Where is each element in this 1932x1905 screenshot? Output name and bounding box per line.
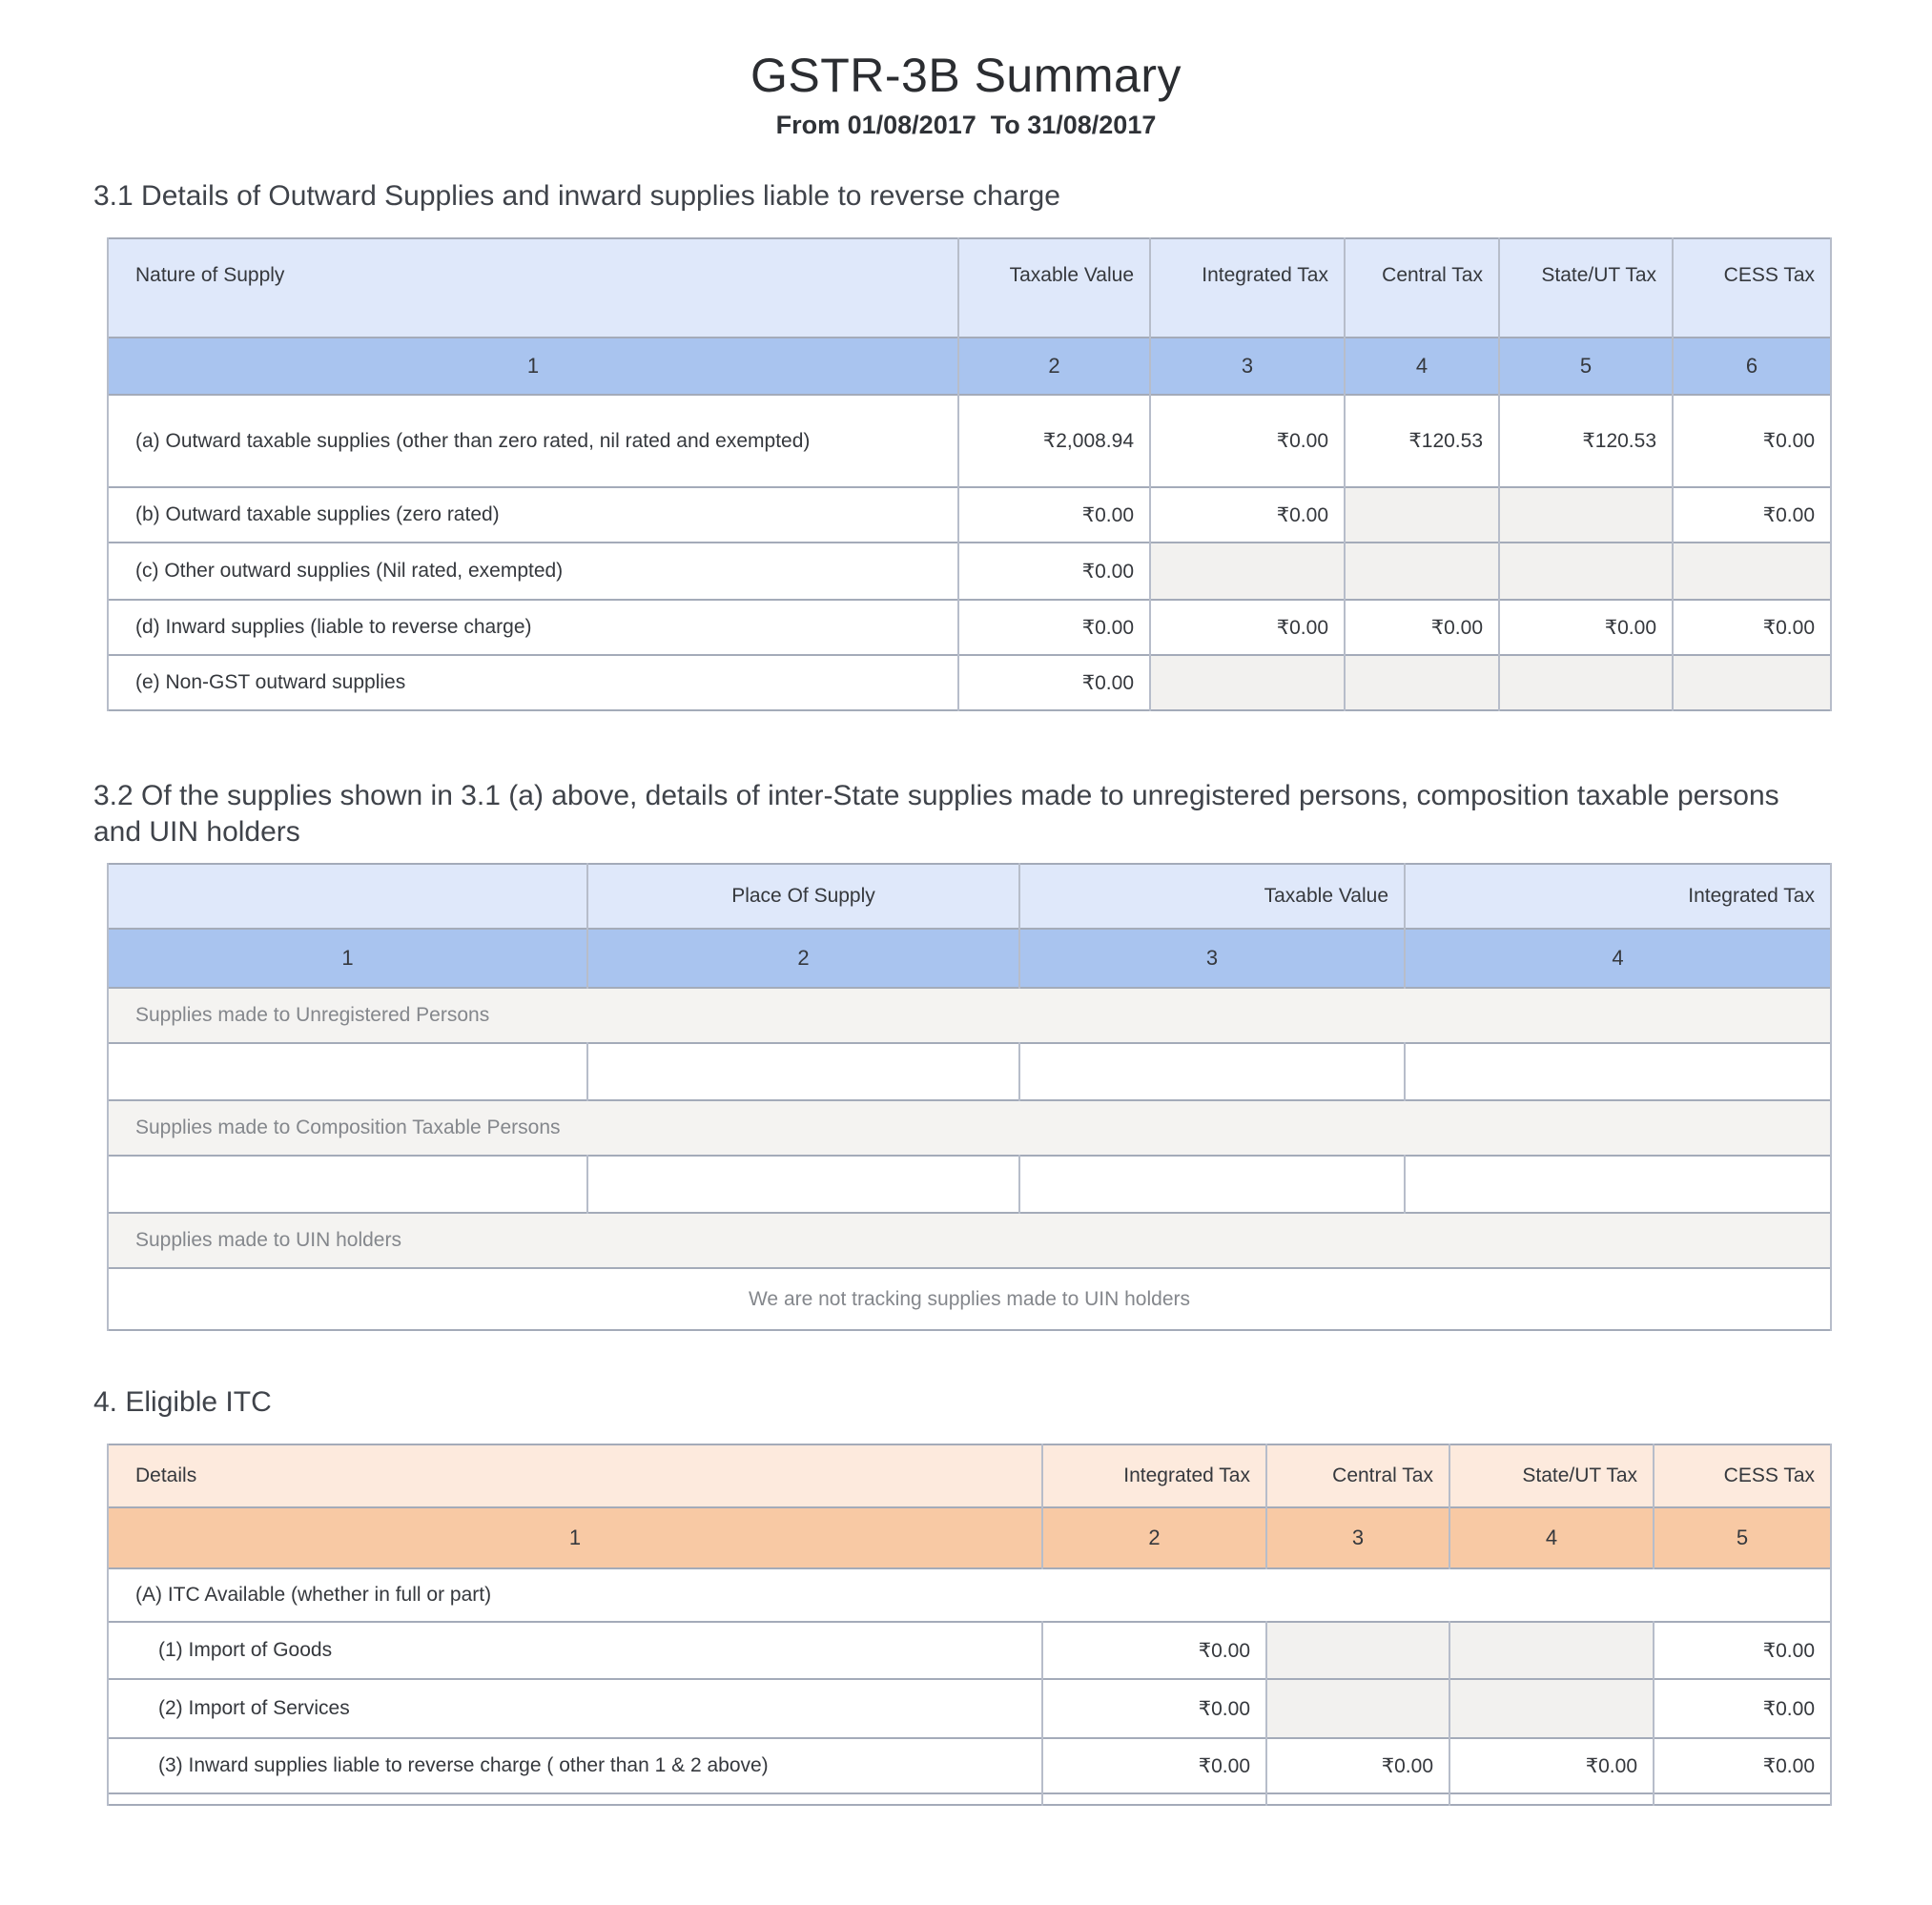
header-row xyxy=(108,864,1831,929)
supply-label-cell xyxy=(108,395,958,487)
column-number-cell: 2 xyxy=(1042,1507,1266,1568)
supply-row xyxy=(108,395,1831,487)
column-header-cell: Integrated Tax xyxy=(1042,1444,1266,1507)
amount-cell: ₹0.00 xyxy=(1042,1738,1266,1793)
column-header-cell: Taxable Value xyxy=(1019,864,1405,929)
disabled-cell xyxy=(1266,1679,1449,1738)
supply-label: (c) Other outward supplies (Nil rated, exempted) xyxy=(135,560,564,582)
disabled-cell xyxy=(1345,655,1499,710)
disabled-cell xyxy=(1150,655,1345,710)
table-3-2-interstate-supplies xyxy=(107,863,1832,1331)
column-header-cell xyxy=(108,864,587,929)
column-number-row xyxy=(108,929,1831,988)
amount-cell: ₹2,008.94 xyxy=(958,395,1150,487)
column-number-cell: 3 xyxy=(1150,338,1345,395)
column-header-cell: Central Tax xyxy=(1266,1444,1449,1507)
header-row xyxy=(108,1444,1831,1507)
amount-cell: ₹0.00 xyxy=(1654,1679,1831,1738)
empty-cell xyxy=(1019,1043,1405,1100)
column-number-cell: 2 xyxy=(587,929,1019,988)
group-title-cell: Supplies made to UIN holders xyxy=(108,1213,1831,1268)
supply-row xyxy=(108,487,1831,543)
amount-cell: ₹0.00 xyxy=(1150,600,1345,655)
empty-cell xyxy=(587,1156,1019,1213)
disabled-cell xyxy=(1345,543,1499,600)
empty-data-row xyxy=(108,1043,1831,1100)
amount-cell: ₹0.00 xyxy=(1150,395,1345,487)
itc-section-row xyxy=(108,1568,1831,1622)
column-number-cell: 1 xyxy=(108,1507,1042,1568)
column-header-cell: Taxable Value xyxy=(958,238,1150,338)
disabled-cell xyxy=(1345,487,1499,543)
header-row xyxy=(108,238,1831,338)
itc-label-cell xyxy=(108,1679,1042,1738)
disabled-cell xyxy=(1150,543,1345,600)
empty-cell xyxy=(1266,1793,1449,1805)
table-body xyxy=(108,988,1831,1330)
amount-cell: ₹0.00 xyxy=(1042,1679,1266,1738)
empty-cell xyxy=(108,1793,1042,1805)
column-header-cell: Integrated Tax xyxy=(1405,864,1831,929)
amount-cell: ₹0.00 xyxy=(958,487,1150,543)
supply-row xyxy=(108,655,1831,710)
group-header-row xyxy=(108,1100,1831,1156)
amount-cell: ₹0.00 xyxy=(1266,1738,1449,1793)
column-header-cell: Central Tax xyxy=(1345,238,1499,338)
table-header xyxy=(108,238,1831,395)
column-number-cell: 4 xyxy=(1449,1507,1654,1568)
itc-row xyxy=(108,1622,1831,1679)
note-row xyxy=(108,1268,1831,1330)
gstr3b-summary-page xyxy=(0,48,1932,1806)
column-number-cell: 4 xyxy=(1405,929,1831,988)
clipped-row xyxy=(108,1793,1831,1805)
supply-row xyxy=(108,600,1831,655)
supply-label: (d) Inward supplies (liable to reverse charge) xyxy=(135,616,532,638)
column-number-cell: 1 xyxy=(108,929,587,988)
column-number-cell: 1 xyxy=(108,338,958,395)
empty-cell xyxy=(1405,1043,1831,1100)
supply-label-cell xyxy=(108,600,958,655)
column-number-cell: 2 xyxy=(958,338,1150,395)
empty-cell xyxy=(1405,1156,1831,1213)
supply-label: (e) Non-GST outward supplies xyxy=(135,671,406,693)
supply-label-cell xyxy=(108,543,958,600)
table-body xyxy=(108,395,1831,710)
itc-row xyxy=(108,1738,1831,1793)
amount-cell: ₹0.00 xyxy=(1654,1738,1831,1793)
disabled-cell xyxy=(1449,1679,1654,1738)
itc-row xyxy=(108,1679,1831,1738)
amount-cell: ₹0.00 xyxy=(1042,1622,1266,1679)
page-title: GSTR-3B Summary xyxy=(750,49,1182,102)
section-3-1-heading: 3.1 Details of Outward Supplies and inward supplies liable to reverse charge xyxy=(93,180,1060,212)
amount-cell: ₹0.00 xyxy=(1150,487,1345,543)
amount-cell: ₹0.00 xyxy=(958,543,1150,600)
empty-cell xyxy=(587,1043,1019,1100)
section-3-2-heading: 3.2 Of the supplies shown in 3.1 (a) above, details of inter-State supplies made to unregistered persons, composition taxable persons and UIN holders xyxy=(93,780,1779,848)
supply-row xyxy=(108,543,1831,600)
disabled-cell xyxy=(1266,1622,1449,1679)
column-header-cell: Integrated Tax xyxy=(1150,238,1345,338)
itc-section-label: (A) ITC Available (whether in full or part) xyxy=(108,1568,1831,1622)
table-body xyxy=(108,1568,1831,1805)
itc-label-cell xyxy=(108,1622,1042,1679)
amount-cell: ₹120.53 xyxy=(1499,395,1673,487)
amount-cell: ₹0.00 xyxy=(958,600,1150,655)
amount-cell: ₹0.00 xyxy=(1654,1622,1831,1679)
empty-cell xyxy=(1449,1793,1654,1805)
table-header xyxy=(108,864,1831,988)
column-number-cell: 3 xyxy=(1266,1507,1449,1568)
column-header-cell: Place Of Supply xyxy=(587,864,1019,929)
amount-cell: ₹0.00 xyxy=(1449,1738,1654,1793)
column-header-cell: State/UT Tax xyxy=(1449,1444,1654,1507)
table-3-1-outward-supplies xyxy=(107,237,1832,711)
group-header-row xyxy=(108,988,1831,1043)
itc-label: (2) Import of Services xyxy=(158,1697,350,1719)
report-period: From 01/08/2017 To 31/08/2017 xyxy=(775,111,1157,139)
supply-label-cell xyxy=(108,487,958,543)
group-header-row xyxy=(108,1213,1831,1268)
column-number-cell: 3 xyxy=(1019,929,1405,988)
column-header-cell: CESS Tax xyxy=(1654,1444,1831,1507)
column-number-row xyxy=(108,1507,1831,1568)
disabled-cell xyxy=(1499,543,1673,600)
amount-cell: ₹0.00 xyxy=(1673,487,1831,543)
amount-cell: ₹0.00 xyxy=(1673,395,1831,487)
itc-label-cell xyxy=(108,1738,1042,1793)
amount-cell: ₹0.00 xyxy=(1345,600,1499,655)
note-cell: We are not tracking supplies made to UIN holders xyxy=(108,1268,1831,1330)
column-header-cell: Nature of Supply xyxy=(108,238,958,338)
column-number-row xyxy=(108,338,1831,395)
column-number-cell: 6 xyxy=(1673,338,1831,395)
amount-cell: ₹0.00 xyxy=(1673,600,1831,655)
group-title-cell: Supplies made to Composition Taxable Persons xyxy=(108,1100,1831,1156)
disabled-cell xyxy=(1499,487,1673,543)
section-3-1-table-mount xyxy=(93,237,1932,711)
table-4-eligible-itc xyxy=(107,1444,1832,1806)
supply-label: (b) Outward taxable supplies (zero rated) xyxy=(135,503,500,525)
section-4-table-mount xyxy=(93,1444,1932,1806)
disabled-cell xyxy=(1673,655,1831,710)
itc-label: (3) Inward supplies liable to reverse charge ( other than 1 & 2 above) xyxy=(158,1754,769,1776)
disabled-cell xyxy=(1673,543,1831,600)
disabled-cell xyxy=(1499,655,1673,710)
empty-cell xyxy=(1654,1793,1831,1805)
column-header-cell: Details xyxy=(108,1444,1042,1507)
itc-label: (1) Import of Goods xyxy=(158,1639,333,1661)
supply-label: (a) Outward taxable supplies (other than zero rated, nil rated and exempted) xyxy=(135,429,811,452)
section-3-2-table-mount xyxy=(93,863,1932,1331)
empty-data-row xyxy=(108,1156,1831,1213)
amount-cell: ₹0.00 xyxy=(958,655,1150,710)
disabled-cell xyxy=(1449,1622,1654,1679)
column-number-cell: 4 xyxy=(1345,338,1499,395)
amount-cell: ₹120.53 xyxy=(1345,395,1499,487)
table-header xyxy=(108,1444,1831,1568)
group-title-cell: Supplies made to Unregistered Persons xyxy=(108,988,1831,1043)
empty-cell xyxy=(1042,1793,1266,1805)
supply-label-cell xyxy=(108,655,958,710)
amount-cell: ₹0.00 xyxy=(1499,600,1673,655)
empty-cell xyxy=(108,1043,587,1100)
column-header-cell: CESS Tax xyxy=(1673,238,1831,338)
column-header-cell: State/UT Tax xyxy=(1499,238,1673,338)
column-number-cell: 5 xyxy=(1499,338,1673,395)
section-4-heading: 4. Eligible ITC xyxy=(93,1386,272,1418)
empty-cell xyxy=(1019,1156,1405,1213)
column-number-cell: 5 xyxy=(1654,1507,1831,1568)
empty-cell xyxy=(108,1156,587,1213)
